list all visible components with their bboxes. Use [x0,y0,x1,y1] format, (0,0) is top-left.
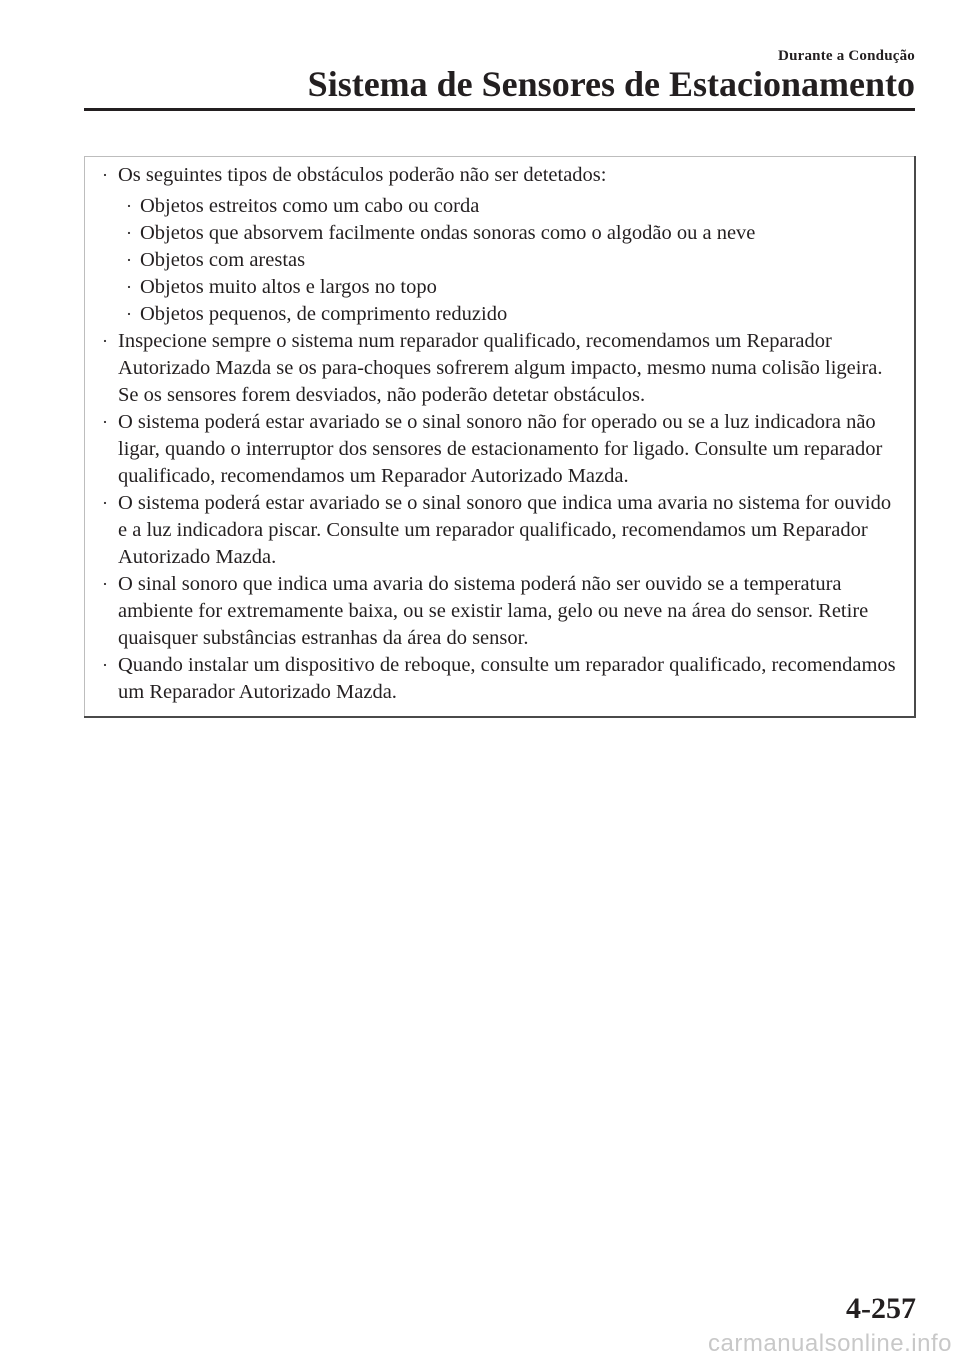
note-box [84,156,916,718]
list-item [84,328,898,409]
sub-list-item [118,220,898,247]
sub-list-item-text: Objetos muito altos e largos no topo [140,276,437,298]
list-item [84,409,898,490]
bullet-icon: · [126,223,132,243]
bullet-icon: · [102,331,108,351]
list-item-text: O sinal sonoro que indica uma avaria do sistema poderá não ser ouvido se a temperatura ambiente for extremamente baixa, ou se existir lama, gelo ou neve na área do sensor. Retire quaisquer substâncias estranhas da área do sensor. [118,573,869,649]
bullet-icon: · [102,412,108,432]
bullet-icon: · [102,165,108,185]
bullet-icon: · [126,196,132,216]
list-item [84,490,898,571]
page-number: 4-257 [846,1292,916,1325]
list-item [84,162,898,328]
section-name: Durante a Condução [778,48,915,64]
bullet-icon: · [102,655,108,675]
sub-list-item-text: Objetos com arestas [140,249,306,271]
sub-list-item [118,274,898,301]
list-item-text: O sistema poderá estar avariado se o sinal sonoro que indica uma avaria no sistema for ouvido e a luz indicadora piscar. Consulte um reparador qualificado, recomendamos um Reparador Autorizado Mazda. [118,492,892,568]
watermark: carmanualsonline.info [708,1330,952,1357]
list-item-text: Inspecione sempre o sistema num reparador qualificado, recomendamos um Reparador Autorizado Mazda se os para-choques sofrerem algum impacto, mesmo numa colisão ligeira. Se os sensores forem desviados, não poderão detetar obstáculos. [118,330,883,406]
bullet-icon: · [126,304,132,324]
sub-list-item [118,247,898,274]
note-list [84,156,914,706]
sub-list-item [118,301,898,328]
sub-list [118,193,898,328]
sub-list-item-text: Objetos pequenos, de comprimento reduzido [140,303,508,325]
list-item-text: Quando instalar um dispositivo de reboque, consulte um reparador qualificado, recomendamos um Reparador Autorizado Mazda. [118,654,896,703]
list-item [84,652,898,706]
sub-list-item [118,193,898,220]
bullet-icon: · [126,277,132,297]
list-item-text: Os seguintes tipos de obstáculos poderão não ser detetados: [118,164,607,186]
bullet-icon: · [102,574,108,594]
header-rule [84,108,915,111]
bullet-icon: · [126,250,132,270]
list-item-text: O sistema poderá estar avariado se o sinal sonoro não for operado ou se a luz indicadora não ligar, quando o interruptor dos sensores de estacionamento for ligado. Consulte um reparador qualificado, recomendamos um Reparador Autorizado Mazda. [118,411,883,487]
sub-list-item-text: Objetos estreitos como um cabo ou corda [140,195,480,217]
bullet-icon: · [102,493,108,513]
sub-list-item-text: Objetos que absorvem facilmente ondas sonoras como o algodão ou a neve [140,222,756,244]
page-title: Sistema de Sensores de Estacionamento [307,64,915,104]
page-header [84,0,915,114]
list-item [84,571,898,652]
